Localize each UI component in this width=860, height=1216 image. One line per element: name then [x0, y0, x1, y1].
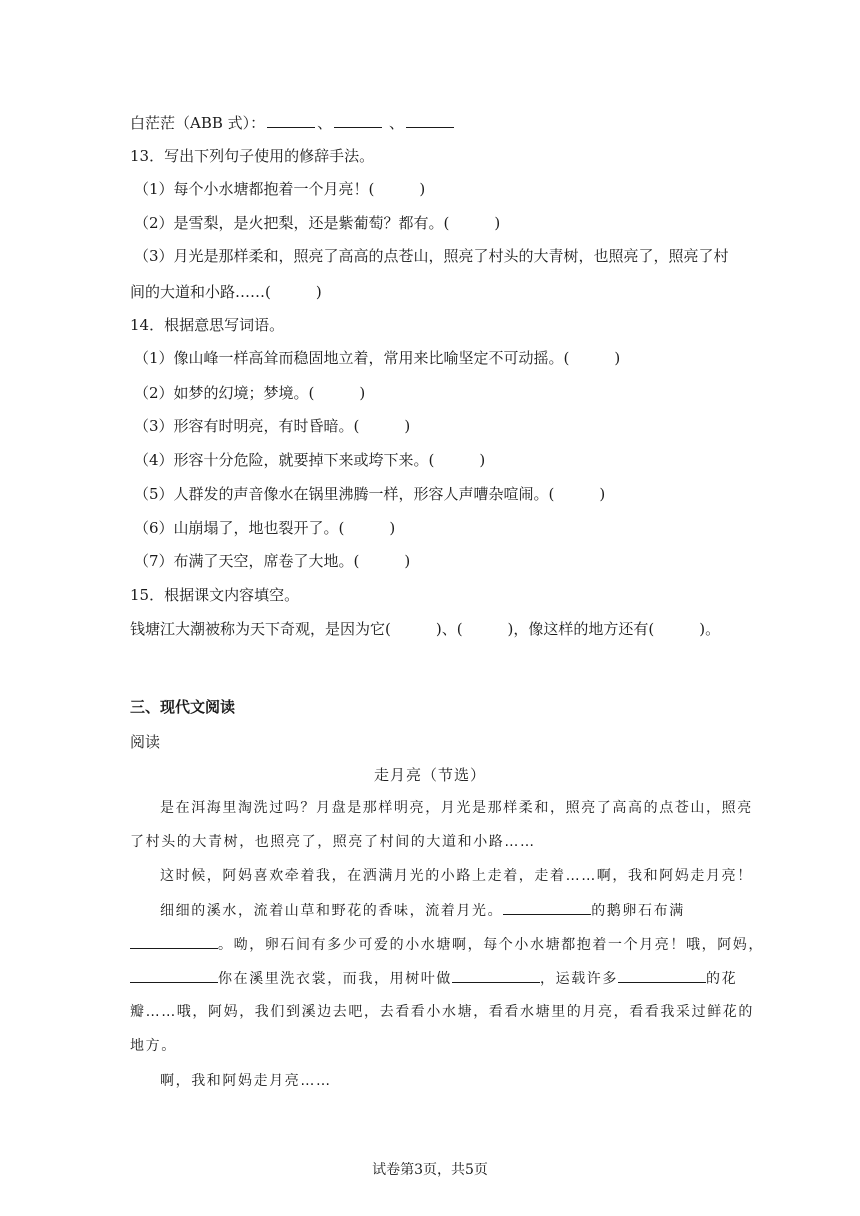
- question-15-title: 15．根据课文内容填空。: [130, 586, 300, 604]
- question-13-title: 13．写出下列句子使用的修辞手法。: [130, 147, 375, 165]
- answer-blank[interactable]: [452, 968, 540, 983]
- passage-p1-line1: 是在洱海里淘洗过吗？月盘是那样明亮，月光是那样柔和，照亮了高高的点苍山，照亮: [160, 800, 753, 816]
- question-13-item-3-cont: 间的大道和小路……( ): [130, 283, 322, 301]
- question-14-item-7: （7）布满了天空，席卷了大地。( ): [134, 552, 411, 570]
- answer-blank[interactable]: [130, 968, 218, 983]
- passage-text: ，运载许多: [540, 971, 618, 987]
- passage-p4: 啊，我和阿妈走月亮……: [160, 1073, 332, 1089]
- passage-p3-line5: 地方。: [130, 1038, 177, 1054]
- page-footer: 试卷第3页，共5页: [372, 1162, 488, 1178]
- passage-text: 的鹅卵石布满: [591, 903, 685, 919]
- question-13-item-3: （3）月光是那样柔和，照亮了高高的点苍山，照亮了村头的大青树，也照亮了，照亮了村: [134, 247, 729, 265]
- passage-p1-line2: 了村头的大青树，也照亮了，照亮了村间的大道和小路……: [130, 834, 536, 850]
- passage-title: 走月亮（节选）: [373, 766, 486, 784]
- answer-blank[interactable]: [618, 968, 706, 983]
- answer-blank[interactable]: [334, 113, 382, 128]
- q12-abb-prefix: 白茫茫（ABB 式）：: [130, 114, 266, 132]
- passage-p3-line1: [160, 900, 730, 921]
- section-heading: 三、现代文阅读: [130, 698, 236, 716]
- question-14-item-4: （4）形容十分危险，就要掉下来或垮下来。( ): [134, 451, 486, 469]
- question-15-body: 钱塘江大潮被称为天下奇观，是因为它( )、( )，像这样的地方还有( )。: [130, 620, 721, 638]
- answer-blank[interactable]: [267, 113, 315, 128]
- passage-p2: 这时候，阿妈喜欢牵着我，在洒满月光的小路上走着，走着……啊，我和阿妈走月亮！: [160, 868, 753, 884]
- question-13-item-2: （2）是雪梨，是火把梨，还是紫葡萄？都有。( ): [134, 214, 501, 232]
- separator: 、: [384, 114, 404, 132]
- question-14-item-6: （6）山崩塌了，地也裂开了。( ): [134, 519, 396, 537]
- answer-blank[interactable]: [406, 113, 454, 128]
- answer-blank[interactable]: [130, 934, 218, 949]
- question-13-item-1: （1）每个小水塘都抱着一个月亮！( ): [134, 180, 426, 198]
- separator: 、: [317, 114, 333, 132]
- question-14-item-1: （1）像山峰一样高耸而稳固地立着，常用来比喻坚定不可动摇。( ): [134, 349, 621, 367]
- section-subheading: 阅读: [130, 733, 161, 751]
- question-14-item-3: （3）形容有时明亮，有时昏暗。( ): [134, 417, 411, 435]
- passage-p3-line3: [130, 968, 738, 989]
- passage-text: 你在溪里洗衣裳，而我，用树叶做: [218, 971, 452, 987]
- passage-text: 细细的溪水，流着山草和野花的香味，流着月光。: [160, 903, 504, 919]
- question-14-title: 14．根据意思写词语。: [130, 316, 285, 334]
- question-14-item-2: （2）如梦的幻境；梦境。( ): [134, 384, 366, 402]
- passage-p3-line4: 瓣……哦，阿妈，我们到溪边去吧，去看看小水塘，看看水塘里的月亮，看看我采过鲜花的: [130, 1004, 754, 1020]
- passage-text: 。呦，卵石间有多少可爱的小水塘啊，每个小水塘都抱着一个月亮！哦，阿妈，: [218, 937, 764, 953]
- question-14-item-5: （5）人群发的声音像水在锅里沸腾一样，形容人声嘈杂喧闹。( ): [134, 485, 606, 503]
- q12-abb-line: [130, 113, 456, 133]
- answer-blank[interactable]: [503, 900, 591, 915]
- passage-text: 的花: [706, 971, 738, 987]
- passage-p3-line2: [130, 934, 764, 955]
